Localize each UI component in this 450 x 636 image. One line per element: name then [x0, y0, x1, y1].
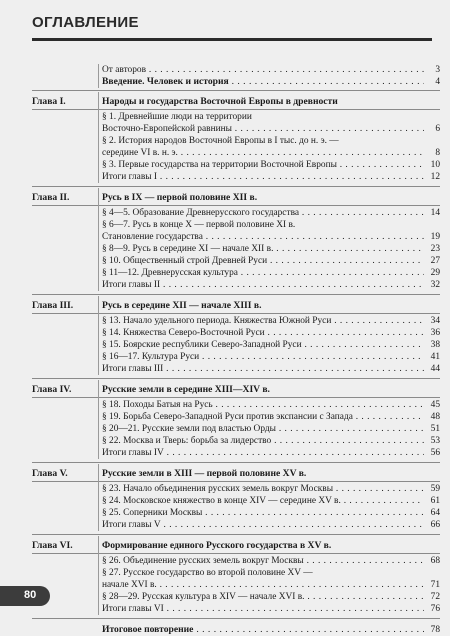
- toc-entry: [32, 555, 440, 567]
- entry-text: § 10. Общественный строй Древней Руси . . .: [102, 255, 424, 267]
- toc-entry: [32, 363, 440, 375]
- chapter-heading: [32, 540, 440, 552]
- entry-text: Итоги главы I . . .: [102, 171, 424, 183]
- toc-entry: [32, 399, 440, 411]
- entry-text: § 20—21. Русские земли под властью Орды . . .: [102, 423, 424, 435]
- column-divider: [98, 92, 99, 183]
- column-divider: [98, 64, 99, 88]
- page-title: ОГЛАВЛЕНИЕ: [32, 14, 139, 31]
- entry-text: § 13. Начало удельного периода. Княжества Южной Руси . . .: [102, 315, 424, 327]
- entry-text: § 4—5. Образование Древнерусского государства . . .: [102, 207, 424, 219]
- page-ref: 36: [430, 328, 440, 338]
- page-ref: 72: [430, 592, 440, 602]
- page-ref: 68: [430, 556, 440, 566]
- entry-text: Становление государства . . .: [102, 231, 424, 243]
- entry-text: § 25. Соперники Москвы . . .: [102, 507, 424, 519]
- chapter-underline: [32, 397, 440, 398]
- page-ref: 23: [430, 244, 440, 254]
- section-divider: [32, 534, 440, 535]
- entry-text: § 26. Объединение русских земель вокруг Москвы . . .: [102, 555, 424, 567]
- entry-text: Восточно-Европейской равнины . . .: [102, 123, 424, 135]
- entry-text: Итоговое повторение . . .: [102, 624, 424, 636]
- entry-text: § 18. Походы Батыя на Русь . . .: [102, 399, 424, 411]
- entry-text: § 19. Борьба Северо-Западной Руси против экспансии с Запада . . .: [102, 411, 424, 423]
- chapter-underline: [32, 109, 440, 110]
- toc-entry: [32, 507, 440, 519]
- column-divider: [98, 188, 99, 291]
- chapter-label: Глава II.: [32, 192, 70, 203]
- entry-text: § 8—9. Русь в середине XI — начале XII в. . . .: [102, 243, 424, 255]
- column-divider: [98, 380, 99, 459]
- chapter-title: Русские земли в XIII — первой половине XV в.: [102, 468, 307, 479]
- section-divider: [32, 186, 440, 187]
- page-ref: 51: [430, 424, 440, 434]
- toc-entry: [32, 351, 440, 363]
- entry-text: § 3. Первые государства на территории Восточной Европы . . .: [102, 159, 424, 171]
- toc-entry: [32, 111, 440, 123]
- page-ref: 56: [430, 448, 440, 458]
- chapter-underline: [32, 481, 440, 482]
- entry-text: Введение. Человек и история . . .: [102, 76, 424, 88]
- toc-entry: [32, 171, 440, 183]
- column-divider: [98, 536, 99, 615]
- chapter-title: Русь в середине XII — начале XIII в.: [102, 300, 262, 311]
- page-ref: 19: [430, 232, 440, 242]
- entry-text: Итоги главы V . . .: [102, 519, 424, 531]
- entry-text: § 23. Начало объединения русских земель вокруг Москвы . . .: [102, 483, 424, 495]
- toc-entry: [32, 603, 440, 615]
- entry-text: Итоги главы IV . . .: [102, 447, 424, 459]
- page-ref: 41: [430, 352, 440, 362]
- section-divider: [32, 378, 440, 379]
- toc-entry: [32, 147, 440, 159]
- toc-entry: [32, 315, 440, 327]
- toc-entry: [32, 123, 440, 135]
- section-divider: [32, 294, 440, 295]
- entry-text: § 24. Московское княжество в конце XIV — середине XV в. . . .: [102, 495, 424, 507]
- page-ref: 44: [430, 364, 440, 374]
- entry-text: § 22. Москва и Тверь: борьба за лидерство . . .: [102, 435, 424, 447]
- toc-entry: [32, 135, 440, 147]
- page-ref: 12: [430, 172, 440, 182]
- page-ref: 29: [430, 268, 440, 278]
- page-ref: 64: [430, 508, 440, 518]
- entry-text: Итоги главы II . . .: [102, 279, 424, 291]
- entry-text: § 1. Древнейшие люди на территории: [102, 112, 252, 122]
- chapter-label: Глава V.: [32, 468, 68, 479]
- toc-entry: [32, 579, 440, 591]
- chapter-label: Глава VI.: [32, 540, 73, 551]
- page-ref: 10: [430, 160, 440, 170]
- page-number: 80: [24, 589, 37, 601]
- entry-text: середине VI в. н. э. . . .: [102, 147, 424, 159]
- toc-entry: [32, 423, 440, 435]
- toc-entry: [32, 219, 440, 231]
- page-ref: 45: [430, 400, 440, 410]
- chapter-title: Формирование единого Русского государства в XV в.: [102, 540, 332, 551]
- chapter-title: Русские земли в середине XIII—XIV в.: [102, 384, 270, 395]
- page-ref: 76: [430, 604, 440, 614]
- title-rule: [32, 38, 432, 41]
- page-ref: 14: [430, 208, 440, 218]
- toc-entry: [32, 64, 440, 76]
- page-ref: 27: [430, 256, 440, 266]
- toc-entry: [32, 447, 440, 459]
- chapter-title: Русь в IX — первой половине XII в.: [102, 192, 258, 203]
- toc-entry: [32, 159, 440, 171]
- page-ref: 48: [430, 412, 440, 422]
- toc-entry: [32, 255, 440, 267]
- toc-entry: [32, 591, 440, 603]
- entry-text: § 27. Русское государство во второй половине XV —: [102, 568, 313, 578]
- page-ref: 8: [435, 148, 440, 158]
- entry-text: начале XVI в. . . .: [102, 579, 424, 591]
- chapter-title: Народы и государства Восточной Европы в древности: [102, 96, 338, 107]
- page-ref: 78: [430, 625, 440, 635]
- toc-entry: [32, 279, 440, 291]
- chapter-underline: [32, 205, 440, 206]
- chapter-heading: [32, 384, 440, 396]
- chapter-underline: [32, 313, 440, 314]
- chapter-heading: [32, 468, 440, 480]
- entry-text: § 14. Княжества Северо-Восточной Руси . . .: [102, 327, 424, 339]
- column-divider: [98, 464, 99, 531]
- toc-entry: [32, 567, 440, 579]
- toc-entry: [32, 411, 440, 423]
- column-divider: [98, 296, 99, 375]
- chapter-heading: [32, 192, 440, 204]
- page-ref: 32: [430, 280, 440, 290]
- toc-entry: [32, 327, 440, 339]
- page-ref: 66: [430, 520, 440, 530]
- section-divider: [32, 462, 440, 463]
- toc-entry: [32, 231, 440, 243]
- entry-text: § 11—12. Древнерусская культура . . .: [102, 267, 424, 279]
- chapter-label: Глава I.: [32, 96, 66, 107]
- page-ref: 34: [430, 316, 440, 326]
- entry-text: § 16—17. Культура Руси . . .: [102, 351, 424, 363]
- entry-text: От авторов . . .: [102, 64, 424, 76]
- entry-text: § 6—7. Русь в конце X — первой половине XI в.: [102, 220, 296, 230]
- entry-text: § 2. История народов Восточной Европы в I тыс. до н. э. —: [102, 136, 339, 146]
- toc-entry: [32, 483, 440, 495]
- chapter-label: Глава IV.: [32, 384, 72, 395]
- toc-entry: [32, 519, 440, 531]
- section-divider: [32, 90, 440, 91]
- entry-text: Итоги главы VI . . .: [102, 603, 424, 615]
- toc-entry: [32, 339, 440, 351]
- toc-entry: [32, 624, 440, 636]
- entry-text: § 28—29. Русская культура в XIV — начале XVI в. . . .: [102, 591, 424, 603]
- page-ref: 3: [435, 65, 440, 75]
- page-ref: 38: [430, 340, 440, 350]
- page-ref: 71: [430, 580, 440, 590]
- page-ref: 53: [430, 436, 440, 446]
- page-ref: 6: [435, 124, 440, 134]
- toc-entry: [32, 76, 440, 88]
- entry-text: Итоги главы III . . .: [102, 363, 424, 375]
- page-ref: 4: [435, 77, 440, 87]
- chapter-underline: [32, 553, 440, 554]
- chapter-heading: [32, 96, 440, 108]
- toc-entry: [32, 495, 440, 507]
- section-divider: [32, 618, 440, 619]
- entry-text: § 15. Боярские республики Северо-Западной Руси . . .: [102, 339, 424, 351]
- chapter-heading: [32, 300, 440, 312]
- toc-entry: [32, 267, 440, 279]
- page-ref: 59: [430, 484, 440, 494]
- toc-entry: [32, 243, 440, 255]
- toc-entry: [32, 435, 440, 447]
- chapter-label: Глава III.: [32, 300, 74, 311]
- page-ref: 61: [430, 496, 440, 506]
- toc-entry: [32, 207, 440, 219]
